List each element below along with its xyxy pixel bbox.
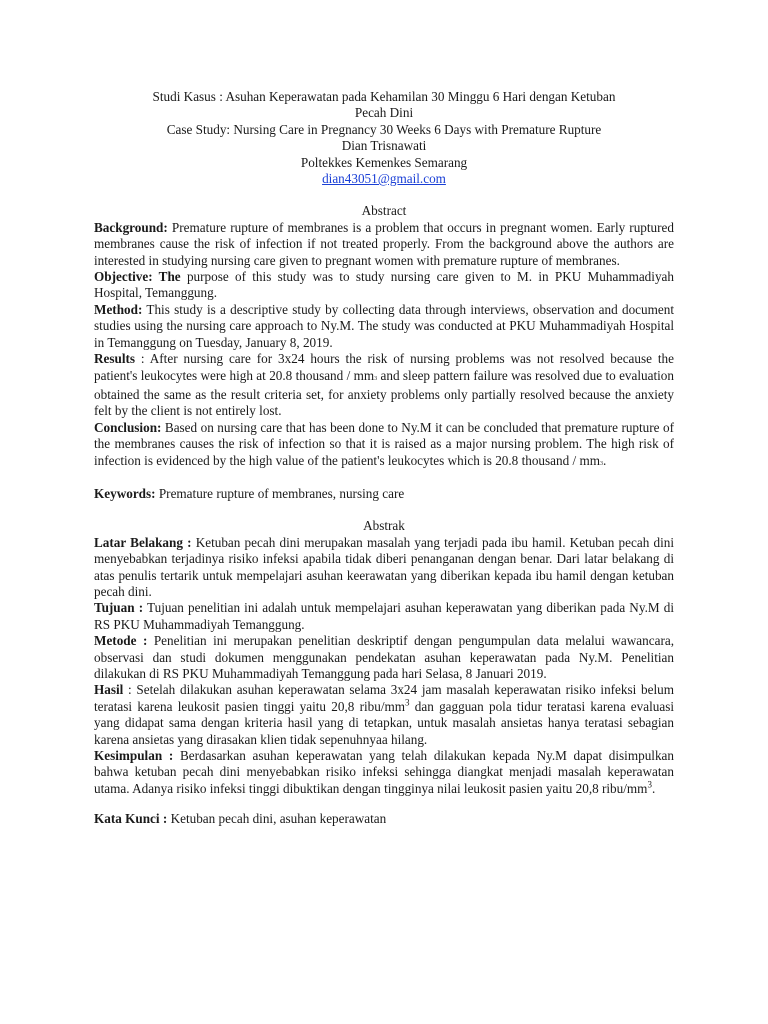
conclusion-superscript: 3 (599, 460, 603, 467)
conclusion-text: Based on nursing care that has been done to Ny.M it can be concluded that premature rupture of the membranes causes the risk of infection so that it is raised as a major nursing problem. The high risk of infection is evidenced by the high value of the patient's leukocytes which is 20.8 thousand / mm (94, 419, 674, 468)
hasil-superscript: 3 (405, 697, 410, 708)
abstract-objective (94, 269, 674, 302)
abstrak-heading: Abstrak (363, 518, 405, 534)
abstrak-hasil (94, 682, 674, 748)
background-text: Premature rupture of membranes is a problem that occurs in pregnant women. Early ruptured membranes cause the risk of infection if not treated properly. From the background above the authors are interested in studying nursing care given to pregnant women with premature rupture of membranes. (94, 219, 674, 268)
hasil-label: Hasil (94, 682, 124, 698)
keywords-text: Premature rupture of membranes, nursing care (155, 485, 405, 501)
results-text-continued: and sleep pattern failure was resolved due to evaluation obtained the same as the result criteria set, for anxiety problems only partially resolved because the anxiety felt by the client is not entirely lost. (94, 367, 674, 419)
abstrak-metode (94, 633, 674, 682)
results-superscript: 3 (374, 375, 378, 382)
author-affiliation: Poltekkes Kemenkes Semarang (300, 154, 468, 170)
metode-label: Metode : (94, 633, 148, 649)
kesimpulan-superscript: 3 (647, 779, 652, 790)
results-label: Results (94, 351, 136, 367)
metode-text: Penelitian ini merupakan penelitian deskriptif dengan pengumpulan data melalui wawancara, observasi dan studi dokumen menggunakan pendekatan asuhan keperawatan pada Ny.M. Penelitian dilakukan di RS PKU Muhammadiyah Temanggung pada hari Selasa, 8 Januari 2019. (94, 633, 674, 681)
conclusion-text-end: . (602, 452, 607, 468)
hasil-text: : Setelah dilakukan asuhan keperawatan selama 3x24 jam masalah keperawatan risiko infeksi belum teratasi karena leukosit pasien tinggi yaitu 20,8 ribu/mm (94, 682, 674, 714)
author-name: Dian Trisnawati (341, 138, 427, 154)
conclusion-label: Conclusion: (94, 419, 162, 435)
abstract-background (94, 220, 674, 269)
author-email-link[interactable]: dian43051@gmail.com (322, 171, 446, 187)
kesimpulan-text: Berdasarkan asuhan keperawatan yang telah dilakukan kepada Ny.M dapat disimpulkan bahwa ketuban pecah dini menyebabkan risiko infeksi sehingga diangkat menjadi masalah keperawatan utama. Adanya risiko infeksi tinggi dibuktikan dengan tingginya nilai leukosit pasien yaitu 20,8 ribu/mm (94, 748, 674, 796)
background-label: Background: (94, 219, 168, 235)
abstrak-latar-belakang (94, 535, 674, 601)
latar-belakang-label: Latar Belakang : (94, 534, 192, 550)
title-english: Case Study: Nursing Care in Pregnancy 30 Weeks 6 Days with Premature Rupture (166, 121, 602, 137)
abstract-method (94, 302, 674, 351)
latar-belakang-text: Ketuban pecah dini merupakan masalah yang terjadi pada ibu hamil. Ketuban pecah dini menyebabkan terjadinya risiko infeksi apabila tidak diberi penanganan dengan benar. Dari latar belakang di atas penulis tertarik untuk mempelajari asuhan keerawatan yang diberikan kepada ibu hamil dengan ketuban pecah dini. (94, 534, 674, 599)
method-label: Method: (94, 301, 143, 317)
title-indonesian-line2: Pecah Dini (354, 105, 414, 121)
kata-kunci-text: Ketuban pecah dini, asuhan keperawatan (167, 811, 387, 827)
tujuan-label: Tujuan : (94, 600, 144, 616)
abstract-conclusion (94, 420, 674, 472)
abstract-heading: Abstract (361, 203, 407, 219)
title-indonesian-line1: Studi Kasus : Asuhan Keperawatan pada Kehamilan 30 Minggu 6 Hari dengan Ketuban (152, 89, 616, 104)
results-text: : After nursing care for 3x24 hours the risk of nursing problems was not resolved because the patient's leukocytes were high at 20.8 thousand / mm (94, 351, 674, 383)
kesimpulan-label: Kesimpulan : (94, 748, 174, 764)
method-text: This study is a descriptive study by collecting data through interviews, observation and document studies using the nursing care approach to Ny.M. The study was conducted at PKU Muhammadiyah Hospital in Temanggung on Tuesday, January 8, 2019. (94, 301, 674, 350)
abstrak-kesimpulan (94, 748, 674, 797)
keywords-label: Keywords: (94, 485, 156, 501)
hasil-text-continued: dan gagguan pola tidur teratasi karena evaluasi yang didapat sama dengan kriteria hasil yang di tetapkan, untuk masalah ansietas hanya teratasi sebagian karena ansietas yang dirasakan klien tidak sepenuhnyaa hilang. (94, 698, 674, 747)
tujuan-text: Tujuan penelitian ini adalah untuk mempelajari asuhan keperawatan yang diberikan pada Ny.M di RS PKU Muhammadiyah Temanggung. (94, 600, 674, 632)
abstrak-tujuan (94, 600, 674, 633)
title-block (94, 89, 674, 187)
objective-label: Objective: The (94, 269, 181, 285)
kata-kunci (94, 811, 674, 827)
abstract-results (94, 351, 674, 420)
keywords (94, 486, 674, 502)
objective-text: purpose of this study was to study nursing care given to M. in PKU Muhammadiyah Hospital, Temanggung. (94, 269, 674, 301)
kesimpulan-text-end: . (651, 780, 656, 796)
kata-kunci-label: Kata Kunci : (94, 811, 168, 827)
paper-page (94, 89, 674, 828)
